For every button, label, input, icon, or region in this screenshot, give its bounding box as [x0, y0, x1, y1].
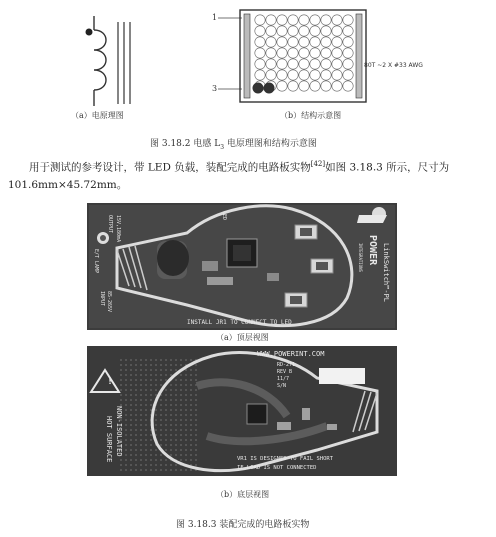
- pcb-warning-1: NON-ISOLATED: [115, 406, 123, 457]
- pcb-note-2: IF LOAD IS NOT CONNECTED: [237, 465, 317, 471]
- label-3: 3: [212, 84, 218, 93]
- caption-top-view: （a）顶层视图: [216, 333, 269, 342]
- caption-bottom-view: （b）底层视图: [216, 490, 270, 499]
- pcb-rev: REV B: [277, 369, 293, 375]
- pcb-top-view: [87, 203, 397, 330]
- caption-schematic: （a）电原理图: [71, 111, 124, 120]
- pcb-model: RD-271: [277, 362, 296, 368]
- pcb-brand-text: POWER: [367, 235, 378, 266]
- pcb-line-label: E/T LAMP: [93, 249, 99, 274]
- pcb-warning-2: HOT SURFACE: [105, 416, 113, 463]
- body-paragraph: 用于测试的参考设计，带 LED 负载，装配完成的电路板实物[42]如图 3.18.3 所示，尺寸为 101.6mm×45.72mm。: [8, 160, 450, 191]
- pcb-note-1: VR1 IS DESIGNED TO FAIL SHORT: [237, 456, 334, 462]
- figure-caption-3-18-3: 图 3.18.3 装配完成的电路板实物: [176, 520, 310, 530]
- pcb-sn: S/N: [277, 383, 287, 389]
- svg-text:!: !: [107, 376, 114, 387]
- pcb-date: 11/7: [277, 376, 290, 382]
- pcb-website: WWW.POWERINT.COM: [257, 350, 325, 358]
- figure-caption-3-18-2: 图 3.18.2 电感 $L_3$ 电原理图和结构示意图: [150, 139, 317, 151]
- pcb-bottom-note: INSTALL JR1 TO CONNECT TO LED: [187, 319, 292, 326]
- pcb-output-spec: 15V,180mA: [115, 215, 121, 243]
- winding-spec-label: 80T ~2 X #33 AWG: [364, 62, 423, 69]
- pcb-title: LinkSwitch™-PL: [382, 243, 390, 303]
- inductor-schematic: [80, 16, 150, 108]
- pcb-brand-sub: INTEGRATIONS: [358, 243, 363, 272]
- pcb-output-label: OUTPUT: [107, 215, 113, 234]
- pcb-input-label: INPUT: [99, 291, 105, 307]
- pcb-input-spec: 85-265V: [106, 291, 112, 313]
- pcb-bottom-view: [87, 346, 397, 476]
- pcb-led-label: LED: [221, 211, 227, 221]
- label-1: 1: [212, 13, 218, 22]
- caption-structure: （b）结构示意图: [280, 111, 342, 120]
- winding-structure-diagram: [218, 8, 378, 108]
